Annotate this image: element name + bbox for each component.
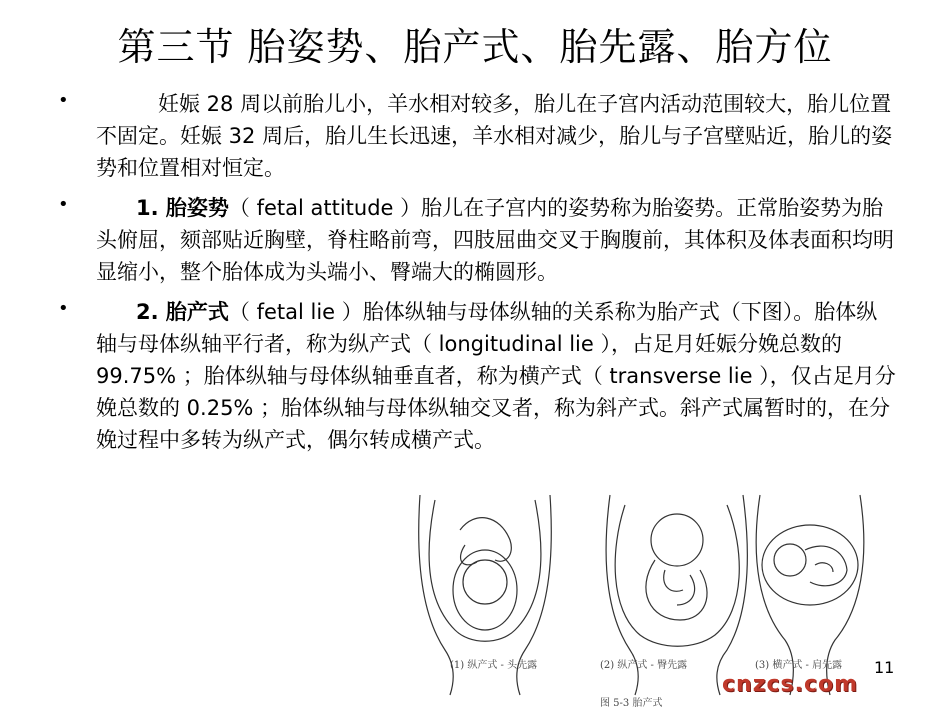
bullet-item bbox=[58, 192, 898, 288]
bullet-dot-icon: • bbox=[58, 298, 69, 319]
bullet-item bbox=[58, 296, 898, 456]
figure-label: 图 5-3 胎产式 bbox=[600, 698, 663, 709]
bullet-list bbox=[58, 88, 898, 464]
page-number: 11 bbox=[874, 658, 895, 677]
bullet-dot-icon: • bbox=[58, 90, 69, 111]
bullet-item bbox=[58, 88, 898, 184]
figure-caption-2: (2) 纵产式 - 臀先露 bbox=[600, 660, 688, 671]
figure-caption-3: (3) 横产式 - 肩先露 bbox=[755, 660, 843, 671]
bullet-text: （ fetal lie ）胎体纵轴与母体纵轴的关系称为胎产式（下图）。胎体纵轴与母体纵轴平行者，称为纵产式（ longitudinal lie ），占足月妊娠分娩总数的 99.75% ；胎体纵轴与母体纵轴垂直者，称为横产式（ transverse lie ），仅占足月分娩总数的 0.25% ；胎体纵轴与母体纵轴交叉者，称为斜产式。斜产式属暂时的，在分娩过程中多转为纵产式，偶尔转成横产式。 bbox=[96, 300, 896, 452]
bullet-heading: 1. 胎姿势 bbox=[136, 196, 229, 220]
bullet-heading: 2. 胎产式 bbox=[136, 300, 229, 324]
watermark-logo: cnzcs.com bbox=[722, 672, 859, 697]
bullet-text: 妊娠 28 周以前胎儿小，羊水相对较多，胎儿在子宫内活动范围较大，胎儿位置不固定。妊娠 32 周后，胎儿生长迅速，羊水相对减少，胎儿与子宫壁贴近，胎儿的姿势和位置相对恒定。 bbox=[96, 92, 893, 180]
bullet-text: （ fetal attitude ）胎儿在子宫内的姿势称为胎姿势。正常胎姿势为胎头俯屈，颏部贴近胸壁，脊柱略前弯，四肢屈曲交叉于胸腹前，其体积及体表面积均明显缩小，整个胎体成为头端小、臀端大的椭圆形。 bbox=[96, 196, 894, 284]
bullet-dot-icon: • bbox=[58, 194, 69, 215]
figure-caption-1: (1) 纵产式 - 头先露 bbox=[450, 660, 538, 671]
slide-title: 第三节 胎姿势、胎产式、胎先露、胎方位 bbox=[117, 25, 833, 69]
